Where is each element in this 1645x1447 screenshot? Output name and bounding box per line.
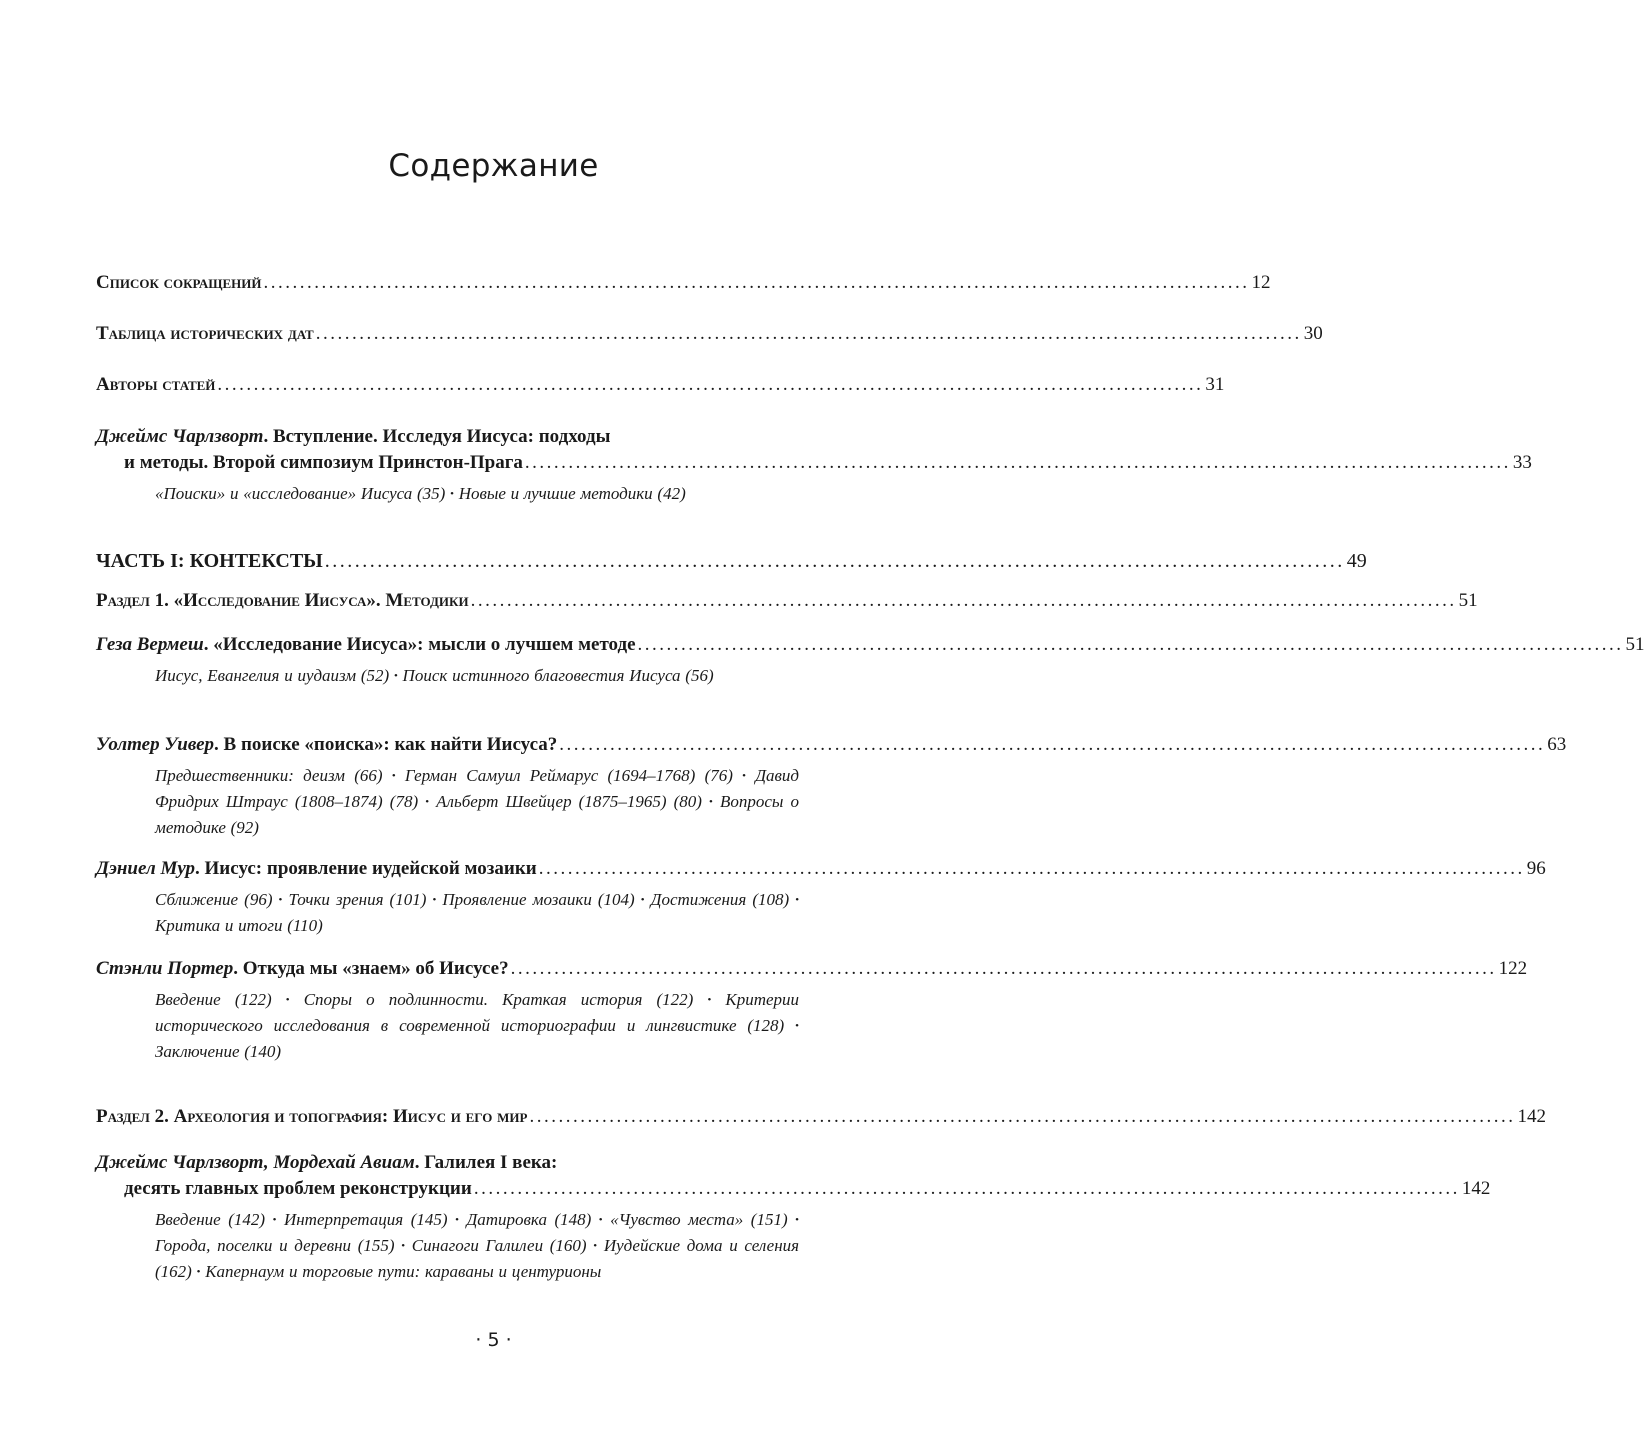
toc-entry-title: Авторы статей xyxy=(96,374,216,395)
toc-subentries-weaver: Предшественники: деизм (66) • Герман Самуил Реймарус (1694–1768) (76) • Давид Фридрих Штраус (1808–1874) (78) • Альберт Швейцер (1875–1965) (80) • Вопросы о методике (92) xyxy=(155,766,800,837)
toc-section-2 xyxy=(96,1105,1546,1129)
toc-page-number: 51 xyxy=(1625,634,1645,655)
toc-page-number: 142 xyxy=(1517,1106,1546,1127)
toc-page-number: 51 xyxy=(1458,590,1478,611)
toc-author: Дэниел Мур xyxy=(96,858,196,879)
toc-subentries-intro: «Поиски» и «исследование» Иисуса (35) • Новые и лучшие методики (42) xyxy=(155,484,686,503)
toc-subentries-porter: Введение (122) • Споры о подлинности. Краткая история (122) • Критерии исторического исследования в современной историографии и лингвистике (128) • Заключение (140) xyxy=(155,990,800,1061)
toc-leader-dots: ........................................................................................................................................ xyxy=(324,550,1345,572)
toc-entry-title: десять главных проблем реконструкции xyxy=(124,1178,472,1199)
toc-entry-title: . Иисус: проявление иудейской мозаики xyxy=(195,858,537,879)
toc-leader-dots: ........................................................................................................................................ xyxy=(529,1106,1516,1127)
toc-leader-dots: ........................................................................................................................................ xyxy=(637,634,1624,655)
toc-entry-aviam-line1 xyxy=(96,1151,854,1175)
toc-page-number: 33 xyxy=(1512,452,1532,473)
toc-page-number: 122 xyxy=(1498,958,1528,979)
toc-entry-title: и методы. Второй симпозиум Принстон-Прага xyxy=(124,452,523,473)
toc-entry-title: Раздел 1. «Исследование Иисуса». Методики xyxy=(96,590,469,611)
toc-author: Геза Вермеш xyxy=(96,634,204,655)
toc-entry-dates xyxy=(96,322,1323,346)
toc-page-number: 49 xyxy=(1346,550,1367,572)
toc-page-number: 30 xyxy=(1303,323,1323,344)
toc-leader-dots: ........................................................................................................................................ xyxy=(315,323,1302,344)
toc-entry-title: Таблица исторических дат xyxy=(96,323,314,344)
toc-subentries-moore: Сближение (96) • Точки зрения (101) • Проявление мозаики (104) • Достижения (108) • Критика и итоги (110) xyxy=(155,890,800,935)
page-number-footer: · 5 · xyxy=(475,1329,512,1351)
toc-entry-title: . В поиске «поиска»: как найти Иисуса? xyxy=(214,734,558,755)
toc-entry-vermes xyxy=(96,633,1645,657)
toc-author: Стэнли Портер xyxy=(96,958,234,979)
toc-leader-dots: ........................................................................................................................................ xyxy=(510,958,1497,979)
toc-leader-dots: ........................................................................................................................................ xyxy=(538,858,1525,879)
toc-author: Уолтер Уивер xyxy=(96,734,215,755)
toc-leader-dots: ........................................................................................................................................ xyxy=(473,1178,1460,1199)
toc-entry-abbreviations xyxy=(96,271,1271,295)
toc-entry-moore xyxy=(96,857,1546,881)
toc-entry-authors xyxy=(96,373,1225,397)
toc-subentries-aviam: Введение (142) • Интерпретация (145) • Датировка (148) • «Чувство места» (151) • Города, поселки и деревни (155) • Синагоги Галилеи (160) • Иудейские дома и селения (162) • Капернаум и торговые пути: караваны и центурионы xyxy=(155,1210,800,1281)
toc-entry-title: Раздел 2. Археология и топография: Иисус и его мир xyxy=(96,1106,528,1127)
toc-author: Джеймс Чарлзворт xyxy=(96,426,264,447)
toc-entry-aviam-line2 xyxy=(124,1177,1491,1201)
toc-subentries-vermes: Иисус, Евангелия и иудаизм (52) • Поиск истинного благовестия Иисуса (56) xyxy=(155,666,714,685)
toc-entry-weaver xyxy=(96,733,1567,757)
toc-entry-porter xyxy=(96,957,1528,981)
toc-entry-title: . «Исследование Иисуса»: мысли о лучшем методе xyxy=(203,634,636,655)
toc-page-number: 12 xyxy=(1251,272,1271,293)
toc-entry-title: . Галилея I века: xyxy=(414,1152,558,1173)
toc-entry-title: . Вступление. Исследуя Иисуса: подходы xyxy=(263,426,611,447)
toc-page-number: 142 xyxy=(1461,1178,1491,1199)
toc-entry-title: Список сокращений xyxy=(96,272,262,293)
page-title: Содержание xyxy=(388,148,599,184)
toc-leader-dots: ........................................................................................................................................ xyxy=(263,272,1250,293)
toc-entry-title: . Откуда мы «знаем» об Иисусе? xyxy=(233,958,509,979)
toc-leader-dots: ........................................................................................................................................ xyxy=(559,734,1546,755)
toc-page-number: 96 xyxy=(1526,858,1546,879)
toc-entry-intro-line1 xyxy=(96,425,854,449)
toc-leader-dots: ........................................................................................................................................ xyxy=(217,374,1204,395)
toc-leader-dots: ........................................................................................................................................ xyxy=(524,452,1511,473)
toc-page-number: 63 xyxy=(1547,734,1567,755)
toc-section-1 xyxy=(96,589,1478,613)
toc-entry-intro-line2 xyxy=(124,451,1532,475)
toc-author: Джеймс Чарлзворт, Мордехай Авиам xyxy=(96,1152,415,1173)
toc-leader-dots: ........................................................................................................................................ xyxy=(470,590,1457,611)
toc-page-number: 31 xyxy=(1205,374,1225,395)
toc-part-1 xyxy=(96,549,1367,573)
toc-entry-title: ЧАСТЬ I: КОНТЕКСТЫ xyxy=(96,550,323,572)
